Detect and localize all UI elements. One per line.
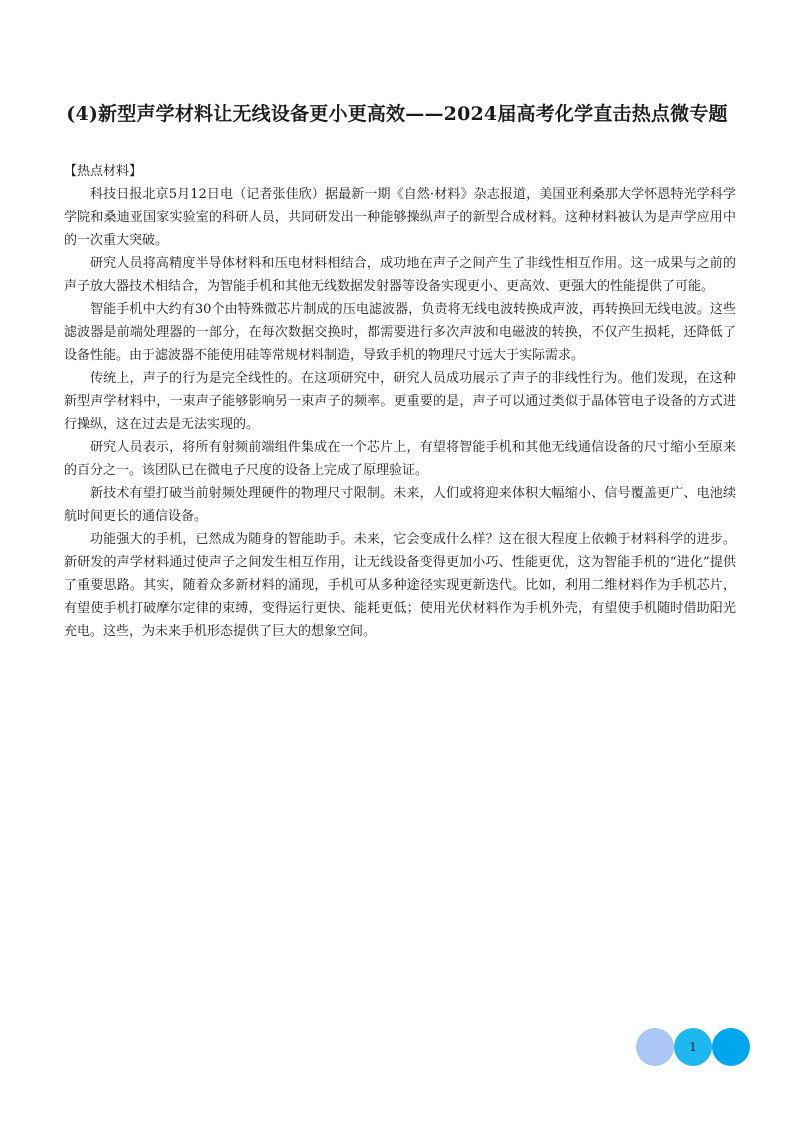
paragraph-3: 智能手机中大约有30个由特殊微芯片制成的压电滤波器，负责将无线电波转换成声波，再转换回无线电波。这些滤波器是前端处理器的一部分，在每次数据交换时，都需要进行多次声波和电磁波的转换，不仅产生损耗，还降低了设备性能。由于滤波器不能使用硅等常规材料制造，导致手机的物理尺寸远大于实际需求。 bbox=[64, 302, 736, 363]
paragraph-2: 研究人员将高精度半导体材料和压电材料相结合，成功地在声子之间产生了非线性相互作用。这一成果与之前的声子放大器技术相结合，为智能手机和其他无线数据发射器等设备实现更小、更高效、更强大的性能提供了可能。 bbox=[64, 256, 736, 294]
page-badge-dot-middle bbox=[674, 1028, 712, 1066]
article-body bbox=[64, 183, 736, 643]
page-badge-dot-right bbox=[712, 1028, 750, 1066]
page-number: 1 bbox=[689, 1040, 697, 1054]
page-number-badge bbox=[636, 1028, 756, 1068]
paragraph-4: 传统上，声子的行为是完全线性的。在这项研究中，研究人员成功展示了声子的非线性行为。他们发现，在这种新型声学材料中，一束声子能够影响另一束声子的频率。更重要的是，声子可以通过类似于晶体管电子设备的方式进行操纵，这在过去是无法实现的。 bbox=[64, 371, 736, 432]
paragraph-5: 研究人员表示，将所有射频前端组件集成在一个芯片上，有望将智能手机和其他无线通信设备的尺寸缩小至原来的百分之一。该团队已在微电子尺度的设备上完成了原理验证。 bbox=[64, 440, 736, 478]
document-title: (4)新型声学材料让无线设备更小更高效——2024届高考化学直击热点微专题 bbox=[66, 103, 728, 125]
page-badge-dot-left bbox=[636, 1028, 674, 1066]
paragraph-7: 功能强大的手机，已然成为随身的智能助手。未来，它会变成什么样？这在很大程度上依赖于材料科学的进步。新研发的声学材料通过使声子之间发生相互作用，让无线设备变得更加小巧、性能更优，这为智能手机的“进化”提供了重要思路。其实，随着众多新材料的涌现，手机可从多种途径实现更新迭代。比如，利用二维材料作为手机芯片，有望使手机打破摩尔定律的束缚，变得运行更快、能耗更低；使用光伏材料作为手机外壳，有望使手机随时借助阳光充电。这些，为未来手机形态提供了巨大的想象空间。 bbox=[64, 532, 736, 639]
paragraph-6: 新技术有望打破当前射频处理硬件的物理尺寸限制。未来，人们或将迎来体积大幅缩小、信号覆盖更广、电池续航时间更长的通信设备。 bbox=[64, 486, 736, 524]
section-label: 【热点材料】 bbox=[64, 164, 143, 179]
paragraph-1: 科技日报北京5月12日电（记者张佳欣）据最新一期《自然·材料》杂志报道，美国亚利桑那大学怀恩特光学科学学院和桑迪亚国家实验室的科研人员，共同研发出一种能够操纵声子的新型合成材料。这种材料被认为是声学应用中的一次重大突破。 bbox=[64, 187, 736, 248]
